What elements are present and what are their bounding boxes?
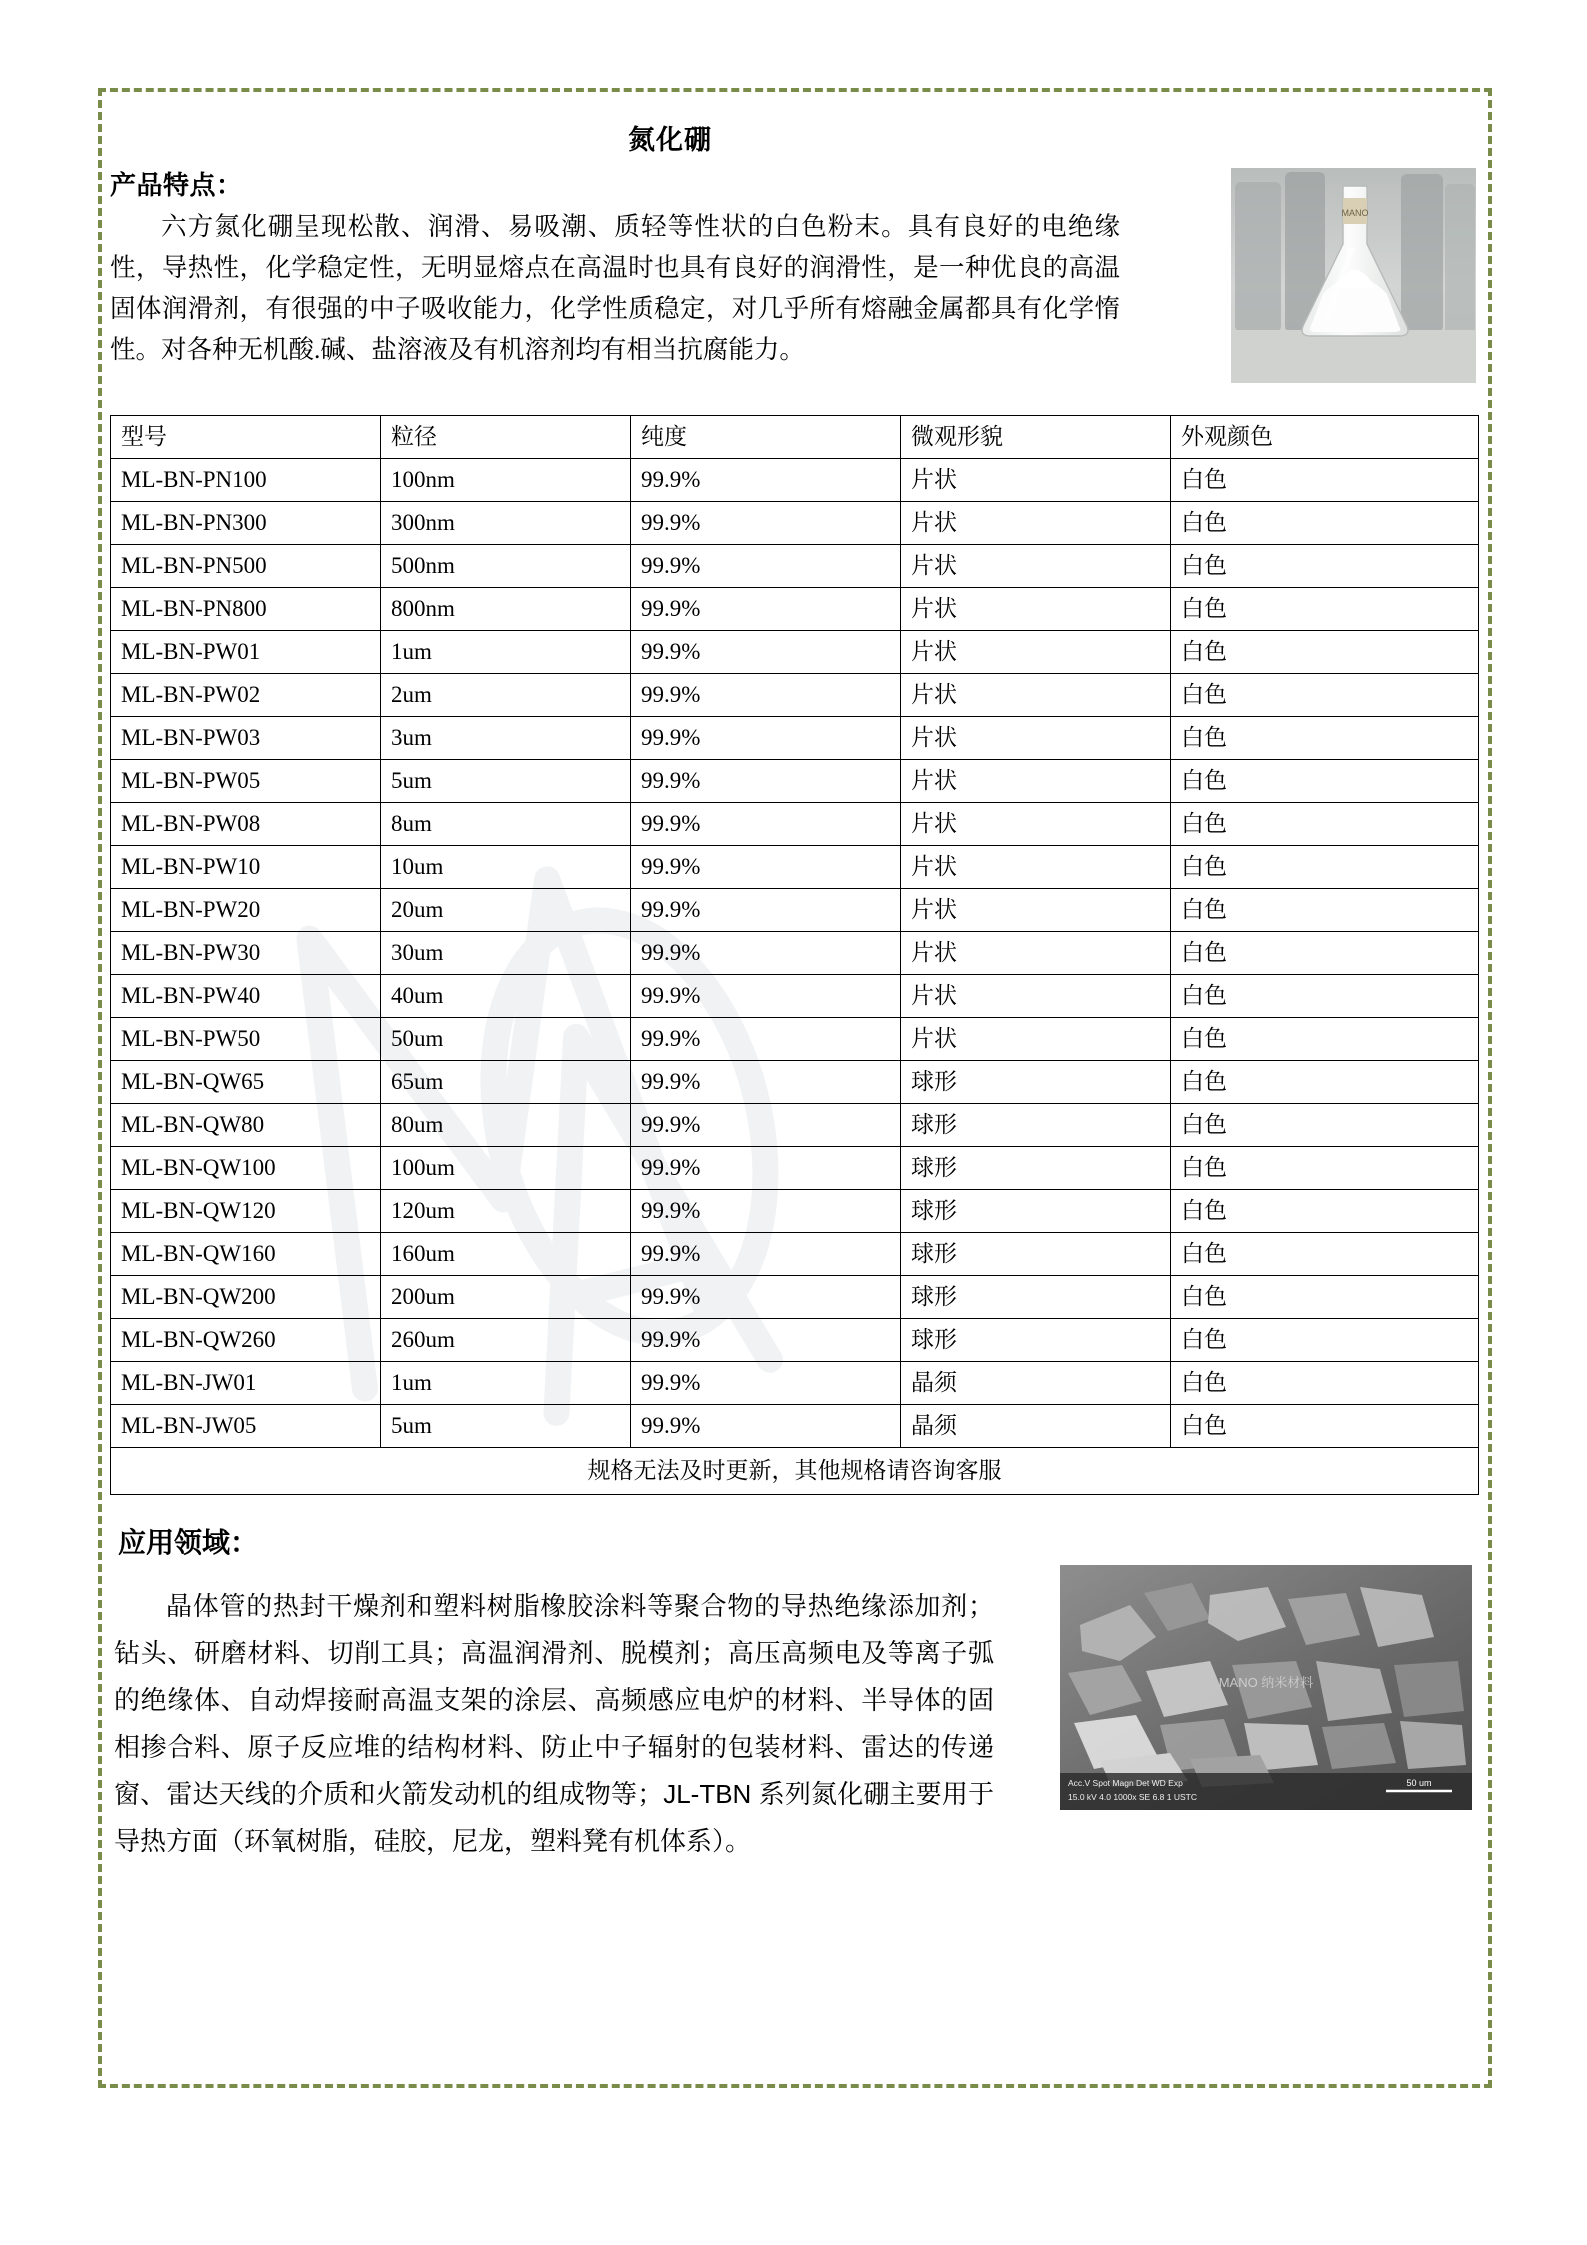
cell-color: 白色 <box>1171 975 1479 1018</box>
product-photo <box>1231 168 1476 383</box>
cell-morphology: 晶须 <box>901 1405 1171 1448</box>
cell-model: ML-BN-QW200 <box>111 1276 381 1319</box>
cell-purity: 99.9% <box>631 846 901 889</box>
cell-morphology: 球形 <box>901 1190 1171 1233</box>
table-row <box>111 502 1479 545</box>
cell-morphology: 片状 <box>901 674 1171 717</box>
cell-particle-size: 3um <box>381 717 631 760</box>
table-row <box>111 932 1479 975</box>
cell-morphology: 晶须 <box>901 1362 1171 1405</box>
cell-color: 白色 <box>1171 1319 1479 1362</box>
cell-purity: 99.9% <box>631 1276 901 1319</box>
cell-particle-size: 80um <box>381 1104 631 1147</box>
cell-particle-size: 100um <box>381 1147 631 1190</box>
cell-model: ML-BN-PW01 <box>111 631 381 674</box>
cell-particle-size: 5um <box>381 760 631 803</box>
cell-morphology: 球形 <box>901 1061 1171 1104</box>
page-title: 氮化硼 <box>628 125 712 155</box>
cell-color: 白色 <box>1171 1362 1479 1405</box>
cell-morphology: 片状 <box>901 1018 1171 1061</box>
cell-color: 白色 <box>1171 1233 1479 1276</box>
cell-model: ML-BN-PN500 <box>111 545 381 588</box>
cell-morphology: 片状 <box>901 889 1171 932</box>
table-row <box>111 674 1479 717</box>
table-row <box>111 459 1479 502</box>
cell-model: ML-BN-QW65 <box>111 1061 381 1104</box>
cell-purity: 99.9% <box>631 1147 901 1190</box>
column-header-purity: 纯度 <box>631 416 901 459</box>
table-row <box>111 1061 1479 1104</box>
column-header-morphology: 微观形貌 <box>901 416 1171 459</box>
cell-purity: 99.9% <box>631 588 901 631</box>
table-row <box>111 1362 1479 1405</box>
cell-color: 白色 <box>1171 1104 1479 1147</box>
spec-footer-note: 规格无法及时更新，其他规格请咨询客服 <box>111 1448 1479 1495</box>
column-header-color: 外观颜色 <box>1171 416 1479 459</box>
table-row <box>111 846 1479 889</box>
cell-purity: 99.9% <box>631 717 901 760</box>
cell-morphology: 片状 <box>901 932 1171 975</box>
svg-text:MANO 纳米材料: MANO 纳米材料 <box>1218 1675 1314 1690</box>
cell-morphology: 球形 <box>901 1104 1171 1147</box>
applications-heading: 应用领域： <box>118 1527 259 1558</box>
cell-purity: 99.9% <box>631 674 901 717</box>
table-row <box>111 1276 1479 1319</box>
svg-text:15.0 kV 4.0 1000x SE: 15.0 kV 4.0 1000x SE 6.8 1 USTC <box>1068 1792 1197 1802</box>
cell-model: ML-BN-JW01 <box>111 1362 381 1405</box>
applications-body: 晶体管的热封干燥剂和塑料树脂橡胶涂料等聚合物的导热绝缘添加剂；钻头、研磨材料、切削工具；高温润滑剂、脱模剂；高压高频电及等离子弧的绝缘体、自动焊接耐高温支架的涂层、高频感应电炉的材料、半导体的固相掺合料、原子反应堆的结构材料、防止中子辐射的包装材料、雷达的传递窗、雷达天线的介质和火箭发动机的组成物等；JL-TBN 系列氮化硼主要用于导热方面（环氧树脂，硅胶，尼龙，塑料凳有机体系）。 <box>114 1591 994 1856</box>
cell-particle-size: 160um <box>381 1233 631 1276</box>
cell-model: ML-BN-QW160 <box>111 1233 381 1276</box>
cell-particle-size: 800nm <box>381 588 631 631</box>
cell-morphology: 片状 <box>901 502 1171 545</box>
table-row <box>111 1018 1479 1061</box>
cell-purity: 99.9% <box>631 545 901 588</box>
cell-color: 白色 <box>1171 1061 1479 1104</box>
svg-text:MANO: MANO <box>1341 208 1369 218</box>
cell-particle-size: 8um <box>381 803 631 846</box>
cell-particle-size: 200um <box>381 1276 631 1319</box>
table-row <box>111 975 1479 1018</box>
cell-purity: 99.9% <box>631 760 901 803</box>
cell-purity: 99.9% <box>631 932 901 975</box>
cell-purity: 99.9% <box>631 1190 901 1233</box>
cell-purity: 99.9% <box>631 459 901 502</box>
cell-model: ML-BN-PW50 <box>111 1018 381 1061</box>
cell-color: 白色 <box>1171 502 1479 545</box>
cell-particle-size: 65um <box>381 1061 631 1104</box>
cell-particle-size: 1um <box>381 1362 631 1405</box>
table-row <box>111 545 1479 588</box>
applications-section <box>110 1521 1480 1865</box>
cell-purity: 99.9% <box>631 1405 901 1448</box>
cell-particle-size: 50um <box>381 1018 631 1061</box>
cell-purity: 99.9% <box>631 1104 901 1147</box>
cell-particle-size: 5um <box>381 1405 631 1448</box>
cell-color: 白色 <box>1171 803 1479 846</box>
table-row <box>111 588 1479 631</box>
cell-model: ML-BN-PW03 <box>111 717 381 760</box>
cell-color: 白色 <box>1171 545 1479 588</box>
cell-purity: 99.9% <box>631 1018 901 1061</box>
cell-purity: 99.9% <box>631 975 901 1018</box>
cell-morphology: 片状 <box>901 631 1171 674</box>
cell-color: 白色 <box>1171 674 1479 717</box>
cell-morphology: 片状 <box>901 545 1171 588</box>
cell-color: 白色 <box>1171 932 1479 975</box>
features-section <box>110 206 1480 401</box>
cell-model: ML-BN-PW40 <box>111 975 381 1018</box>
features-body: 六方氮化硼呈现松散、润滑、易吸潮、质轻等性状的白色粉末。具有良好的电绝缘性，导热性，化学稳定性，无明显熔点在高温时也具有良好的润滑性，是一种优良的高温固体润滑剂，有很强的中子吸收能力，化学性质稳定，对几乎所有熔融金属都具有化学惰性。对各种无机酸.碱、盐溶液及有机溶剂均有相当抗腐能力。 <box>110 212 1120 364</box>
cell-morphology: 片状 <box>901 717 1171 760</box>
cell-particle-size: 10um <box>381 846 631 889</box>
svg-text:50 um: 50 um <box>1406 1778 1432 1788</box>
cell-color: 白色 <box>1171 760 1479 803</box>
cell-model: ML-BN-PW10 <box>111 846 381 889</box>
cell-purity: 99.9% <box>631 1362 901 1405</box>
cell-particle-size: 120um <box>381 1190 631 1233</box>
cell-purity: 99.9% <box>631 889 901 932</box>
cell-particle-size: 300nm <box>381 502 631 545</box>
cell-model: ML-BN-QW80 <box>111 1104 381 1147</box>
cell-morphology: 片状 <box>901 975 1171 1018</box>
features-heading: 产品特点： <box>110 170 243 200</box>
table-row <box>111 1319 1479 1362</box>
cell-purity: 99.9% <box>631 1233 901 1276</box>
cell-color: 白色 <box>1171 889 1479 932</box>
cell-particle-size: 1um <box>381 631 631 674</box>
cell-color: 白色 <box>1171 1190 1479 1233</box>
cell-model: ML-BN-PW30 <box>111 932 381 975</box>
cell-morphology: 片状 <box>901 846 1171 889</box>
table-row <box>111 1190 1479 1233</box>
cell-morphology: 片状 <box>901 459 1171 502</box>
table-row <box>111 803 1479 846</box>
table-footer-row <box>111 1448 1479 1495</box>
table-row <box>111 717 1479 760</box>
document-content <box>110 100 1480 1865</box>
cell-model: ML-BN-PW08 <box>111 803 381 846</box>
cell-color: 白色 <box>1171 631 1479 674</box>
cell-model: ML-BN-JW05 <box>111 1405 381 1448</box>
table-body <box>111 459 1479 1448</box>
cell-color: 白色 <box>1171 846 1479 889</box>
cell-particle-size: 30um <box>381 932 631 975</box>
cell-model: ML-BN-PW20 <box>111 889 381 932</box>
cell-morphology: 球形 <box>901 1319 1171 1362</box>
table-row <box>111 1405 1479 1448</box>
cell-color: 白色 <box>1171 588 1479 631</box>
table-row <box>111 1104 1479 1147</box>
cell-purity: 99.9% <box>631 1319 901 1362</box>
cell-purity: 99.9% <box>631 803 901 846</box>
cell-morphology: 球形 <box>901 1276 1171 1319</box>
cell-morphology: 球形 <box>901 1233 1171 1276</box>
cell-color: 白色 <box>1171 1147 1479 1190</box>
spec-table <box>110 415 1479 1495</box>
cell-model: ML-BN-PW02 <box>111 674 381 717</box>
cell-morphology: 片状 <box>901 760 1171 803</box>
cell-color: 白色 <box>1171 1405 1479 1448</box>
cell-model: ML-BN-PN300 <box>111 502 381 545</box>
sem-micrograph <box>1060 1565 1472 1810</box>
cell-particle-size: 100nm <box>381 459 631 502</box>
table-row <box>111 631 1479 674</box>
cell-morphology: 球形 <box>901 1147 1171 1190</box>
cell-color: 白色 <box>1171 1276 1479 1319</box>
cell-color: 白色 <box>1171 459 1479 502</box>
cell-morphology: 片状 <box>901 803 1171 846</box>
table-row <box>111 1233 1479 1276</box>
table-row <box>111 889 1479 932</box>
cell-model: ML-BN-QW260 <box>111 1319 381 1362</box>
column-header-particle-size: 粒径 <box>381 416 631 459</box>
cell-particle-size: 500nm <box>381 545 631 588</box>
cell-model: ML-BN-QW120 <box>111 1190 381 1233</box>
cell-model: ML-BN-QW100 <box>111 1147 381 1190</box>
cell-purity: 99.9% <box>631 1061 901 1104</box>
cell-morphology: 片状 <box>901 588 1171 631</box>
table-header-row <box>111 416 1479 459</box>
cell-color: 白色 <box>1171 717 1479 760</box>
cell-color: 白色 <box>1171 1018 1479 1061</box>
table-row <box>111 1147 1479 1190</box>
svg-text:Acc.V Spot Magn Det: Acc.V Spot Magn Det WD Exp <box>1068 1778 1183 1788</box>
cell-particle-size: 260um <box>381 1319 631 1362</box>
table-row <box>111 760 1479 803</box>
cell-model: ML-BN-PN100 <box>111 459 381 502</box>
cell-model: ML-BN-PW05 <box>111 760 381 803</box>
column-header-model: 型号 <box>111 416 381 459</box>
cell-model: ML-BN-PN800 <box>111 588 381 631</box>
cell-particle-size: 40um <box>381 975 631 1018</box>
cell-particle-size: 2um <box>381 674 631 717</box>
cell-particle-size: 20um <box>381 889 631 932</box>
cell-purity: 99.9% <box>631 502 901 545</box>
cell-purity: 99.9% <box>631 631 901 674</box>
